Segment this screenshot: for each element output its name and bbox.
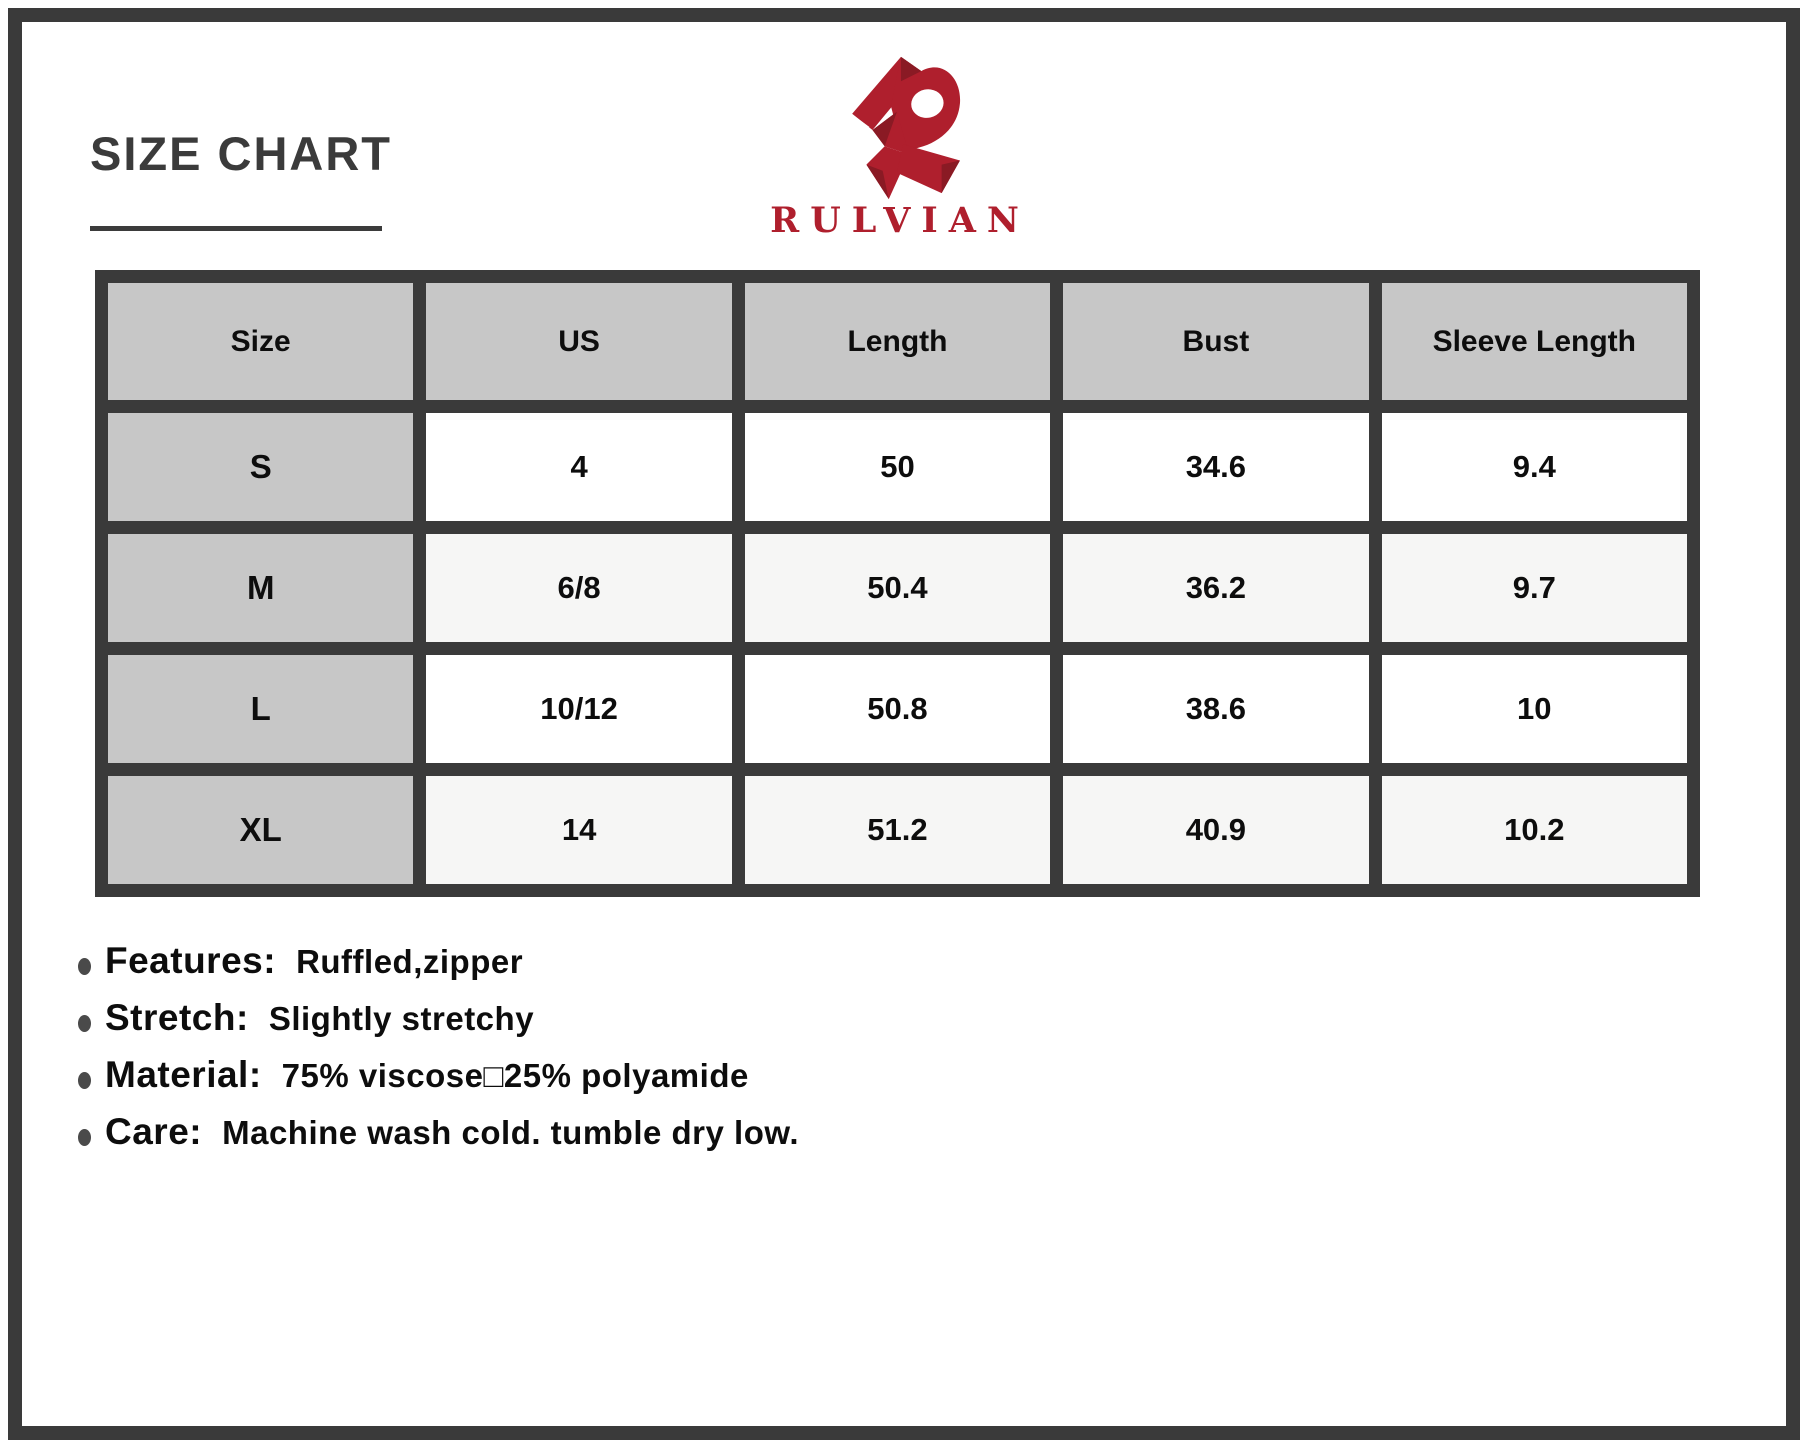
cell-bust: 36.2 bbox=[1063, 534, 1368, 642]
detail-item-care bbox=[78, 1111, 799, 1168]
cell-size: L bbox=[108, 655, 413, 763]
column-header-us: US bbox=[426, 283, 731, 400]
cell-length: 50 bbox=[745, 413, 1050, 521]
cell-length: 51.2 bbox=[745, 776, 1050, 884]
column-header-bust: Bust bbox=[1063, 283, 1368, 400]
cell-size: M bbox=[108, 534, 413, 642]
detail-item-stretch bbox=[78, 997, 799, 1054]
cell-us: 6/8 bbox=[426, 534, 731, 642]
column-header-length: Length bbox=[745, 283, 1050, 400]
bullet-icon bbox=[78, 1129, 91, 1146]
cell-bust: 38.6 bbox=[1063, 655, 1368, 763]
detail-value: Machine wash cold. tumble dry low. bbox=[222, 1114, 799, 1151]
table-row-m bbox=[108, 534, 1687, 642]
cell-size: XL bbox=[108, 776, 413, 884]
brand-wordmark: RULVIAN bbox=[770, 200, 1030, 241]
cell-sleeve: 9.4 bbox=[1382, 413, 1687, 521]
cell-size: S bbox=[108, 413, 413, 521]
detail-value: Ruffled,zipper bbox=[296, 943, 524, 980]
column-header-size: Size bbox=[108, 283, 413, 400]
detail-label: Features: bbox=[105, 940, 277, 981]
cell-us: 10/12 bbox=[426, 655, 731, 763]
detail-label: Care: bbox=[105, 1111, 203, 1152]
cell-sleeve: 9.7 bbox=[1382, 534, 1687, 642]
cell-us: 14 bbox=[426, 776, 731, 884]
table-row-xl bbox=[108, 776, 1687, 884]
cell-length: 50.4 bbox=[745, 534, 1050, 642]
product-details-list bbox=[78, 940, 799, 1168]
size-table bbox=[95, 270, 1700, 897]
detail-value: Slightly stretchy bbox=[268, 1000, 535, 1037]
table-row-l bbox=[108, 655, 1687, 763]
brand-logo-icon bbox=[842, 56, 964, 200]
page-title: SIZE CHART bbox=[90, 127, 392, 180]
cell-us: 4 bbox=[426, 413, 731, 521]
cell-bust: 40.9 bbox=[1063, 776, 1368, 884]
column-header-sleeve-length: Sleeve Length bbox=[1382, 283, 1687, 400]
cell-length: 50.8 bbox=[745, 655, 1050, 763]
table-row-s bbox=[108, 413, 1687, 521]
detail-label: Stretch: bbox=[105, 997, 249, 1038]
bullet-icon bbox=[78, 958, 91, 975]
title-underline bbox=[90, 226, 382, 231]
bullet-icon bbox=[78, 1072, 91, 1089]
size-table-header-row bbox=[108, 283, 1687, 400]
detail-item-material bbox=[78, 1054, 799, 1111]
detail-value: 75% viscose□25% polyamide bbox=[281, 1057, 749, 1094]
detail-item-features bbox=[78, 940, 799, 997]
cell-sleeve: 10.2 bbox=[1382, 776, 1687, 884]
cell-bust: 34.6 bbox=[1063, 413, 1368, 521]
bullet-icon bbox=[78, 1015, 91, 1032]
cell-sleeve: 10 bbox=[1382, 655, 1687, 763]
detail-label: Material: bbox=[105, 1054, 262, 1095]
